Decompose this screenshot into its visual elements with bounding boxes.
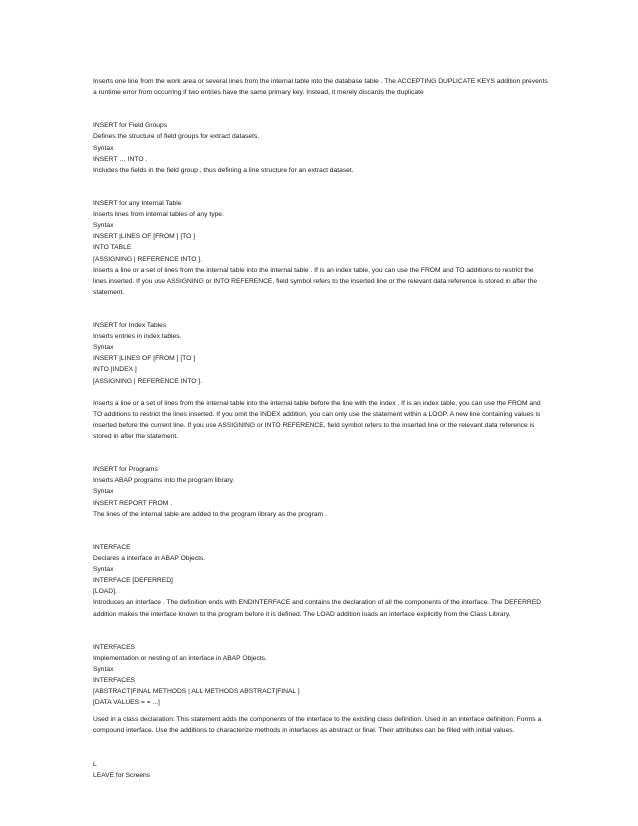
syntax-label: Syntax [93, 144, 114, 152]
syntax-line: INSERT |LINES OF [FROM ] [TO ] [93, 233, 196, 241]
heading-insert-programs: INSERT for Programs [93, 466, 158, 474]
syntax-line: INSERT REPORT FROM . [93, 499, 173, 507]
syntax-line: INTO TABLE [93, 244, 132, 252]
syntax-line: INSERT |LINES OF [FROM ] [TO ] [93, 355, 196, 363]
syntax-label: Syntax [93, 665, 114, 673]
spacer [93, 187, 549, 198]
description: Defines the structure of field groups for extract datasets. [93, 133, 260, 141]
spacer [93, 442, 549, 453]
body-paragraph: Includes the fields in the field group , thus defining a line structure for an extract dataset. [93, 166, 354, 174]
body-paragraph: Introduces an interface . The definition ends with ENDINTERFACE and contains the declaration of all the components of the interface. The DEFERRED addition makes the interface known to the program before it is defined. The LOAD addition loads an interface explicitly from the Class Library. [93, 599, 542, 618]
spacer [93, 737, 549, 748]
syntax-line: INTERFACE [DEFERRED] [93, 577, 173, 585]
syntax-label: Syntax [93, 222, 114, 230]
syntax-line: [ABSTRACT|FINAL METHODS | ALL METHODS ABSTRACT|FINAL ] [93, 688, 300, 696]
heading-insert-index-tables: INSERT for Index Tables [93, 322, 167, 330]
spacer [93, 298, 549, 309]
intro-paragraph: Inserts one line from the work area or several lines from the internal table into the database table . The ACCEPTING DUPLICATE KEYS addition prevents a runtime error from occurring if two entries have the same primary key. Instead, it merely discards the duplicate [93, 78, 548, 97]
description: Implementation or nesting of an interface in ABAP Objects. [93, 654, 267, 662]
syntax-line: [LOAD]. [93, 588, 117, 596]
heading-insert-any-internal-table: INSERT for any Internal Table [93, 200, 182, 208]
heading-interfaces: INTERFACES [93, 643, 135, 651]
section-letter: L [93, 760, 97, 768]
syntax-line: [ASSIGNING | REFERENCE INTO ]. [93, 255, 203, 263]
spacer [93, 309, 549, 320]
syntax-label: Syntax [93, 488, 114, 496]
spacer [93, 531, 549, 542]
separator-dot: . [93, 708, 95, 714]
spacer [93, 109, 549, 120]
syntax-line: [DATA VALUES = = ...] [93, 699, 160, 707]
heading-insert-field-groups: INSERT for Field Groups [93, 122, 168, 130]
spacer [93, 620, 549, 631]
body-paragraph: Used in a class declaration: This statement adds the components of the interface to the existing class definition. Used in an interface definition: Forms a compound interface. Use the additions to characterize methods in interfaces as abstract or final. Their attributes can be filled with initial values. [93, 716, 542, 735]
heading-leave-for-screens: LEAVE for Screens [93, 771, 151, 779]
description: Inserts ABAP programs into the program library. [93, 477, 235, 485]
body-paragraph: Inserts a line or a set of lines from the internal table into the internal table before the line with the index . If is an index table, you can use the FROM and TO additions to restrict the lines inserted. If you omit the INDEX addition, you can only use the statement within a LOOP. A new line containing values is inserted before the current line. If you use ASSIGNING or INTO REFERENCE, field symbol refers to the inserted line or the relevant data reference is stored in after the statement. [93, 399, 541, 440]
spacer [93, 98, 549, 109]
syntax-line: INTERFACES [93, 677, 135, 685]
spacer [93, 176, 549, 187]
spacer [93, 453, 549, 464]
body-paragraph: Inserts a line or a set of lines from the internal table into the internal table . If is an index table, you can use the FROM and TO additions to restrict the lines inserted. If you use ASSIGNING or INTO REFERENCE, field symbol refers to the inserted line or the relevant data reference is stored in after the statement. [93, 266, 538, 296]
syntax-line: INTO [INDEX ] [93, 366, 137, 374]
syntax-line: [ASSIGNING | REFERENCE INTO ]. [93, 377, 203, 385]
spacer [93, 387, 549, 398]
syntax-line: INSERT … INTO . [93, 155, 148, 163]
body-paragraph: The lines of the internal table are added to the program library as the program . [93, 510, 327, 518]
description: Inserts lines from internal tables of any type. [93, 211, 224, 219]
syntax-label: Syntax [93, 566, 114, 574]
description: Declares a interface in ABAP Objects. [93, 555, 206, 563]
document-page [93, 76, 549, 781]
spacer [93, 520, 549, 531]
syntax-label: Syntax [93, 344, 114, 352]
description: Inserts entries in index tables. [93, 333, 182, 341]
heading-interface: INTERFACE [93, 543, 131, 551]
spacer [93, 631, 549, 642]
spacer [93, 748, 549, 759]
